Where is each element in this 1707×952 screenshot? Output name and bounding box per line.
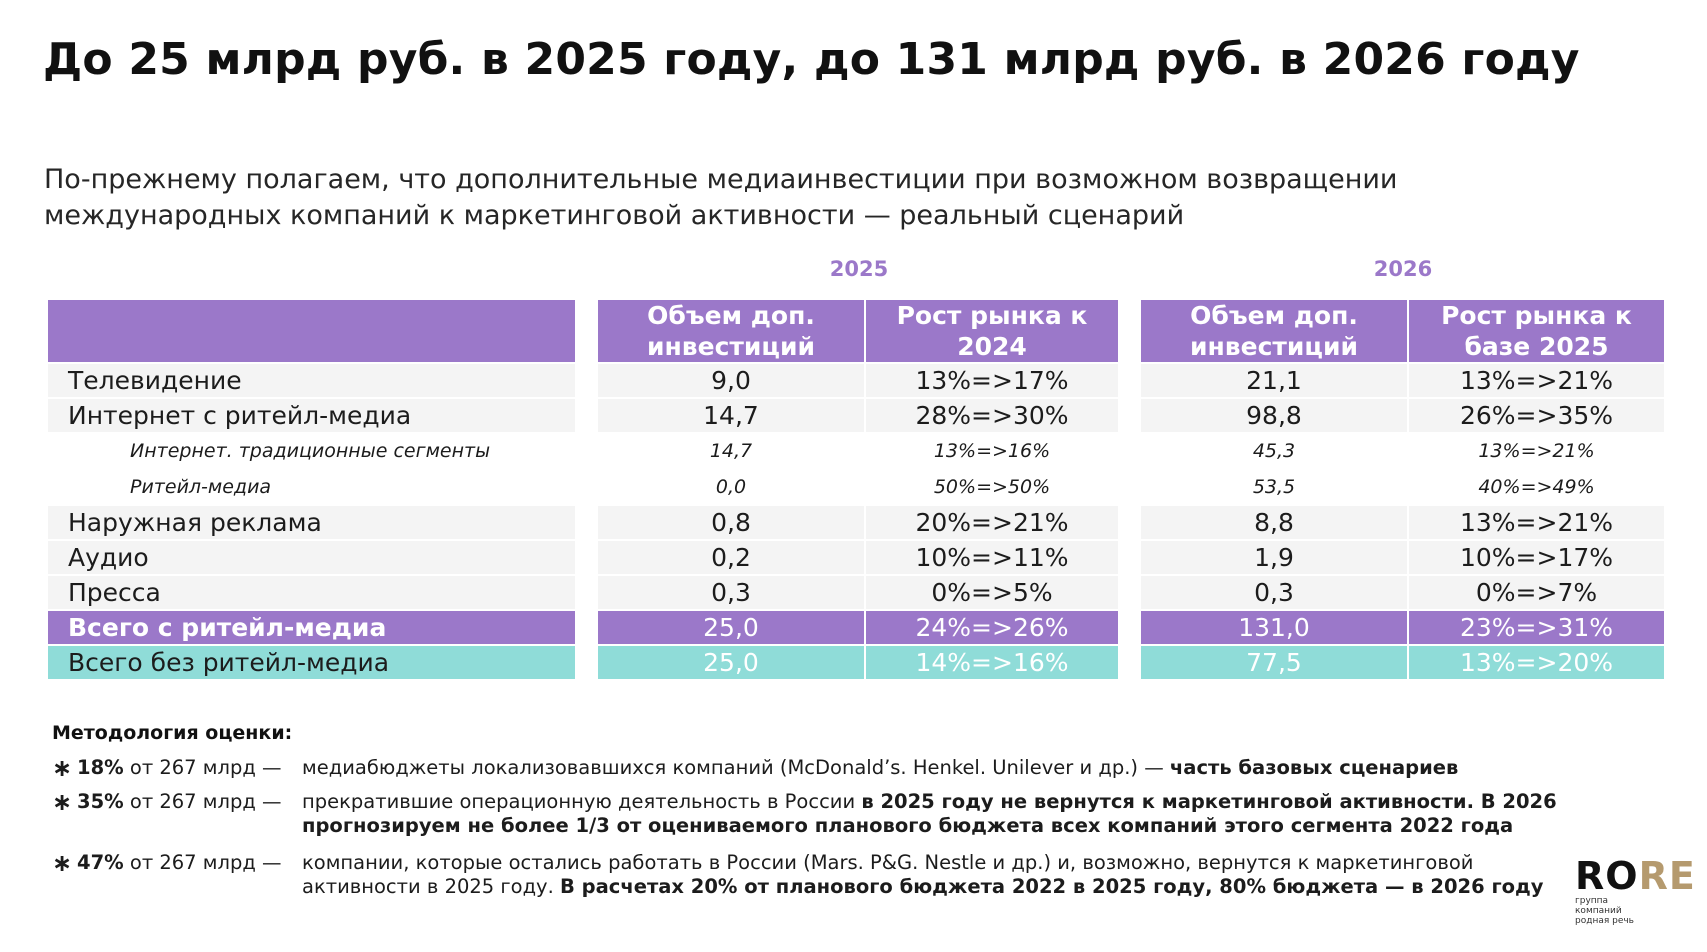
cell-volume-2026: 21,1 [1141, 364, 1407, 397]
cell-growth-2025: 24%=>26% [866, 611, 1118, 644]
year-label-2025: 2025 [829, 257, 889, 281]
header-growth-2025: Рост рынка к 2024 [866, 300, 1118, 362]
asterisk-icon: ∗ [52, 754, 73, 782]
row-label: Телевидение [48, 364, 575, 397]
cell-growth-2025: 13%=>17% [866, 364, 1118, 397]
methodology-description: компании, которые остались работать в России (Mars. P&G. Nestle и др.) и, возможно, вернутся к маркетинговой активности в 2025 году. В расчетах 20% от планового бюджета 2022 в 2025 году, 80% бюджета — в 2026 году [302, 851, 1544, 898]
cell-growth-2025: 0%=>5% [866, 576, 1118, 609]
table-row-press [48, 576, 1664, 609]
page-title: До 25 млрд руб. в 2025 году, до 131 млрд руб. в 2026 году [43, 34, 1580, 85]
row-label: Наружная реклама [48, 506, 575, 539]
cell-volume-2026: 0,3 [1141, 576, 1407, 609]
asterisk-icon: ∗ [52, 788, 73, 816]
header-volume-2025: Объем доп. инвестиций [598, 300, 864, 362]
methodology-description: прекратившие операционную деятельность в России в 2025 году не вернутся к маркетинговой активности. В 2026 прогнозируем не более 1/3 от оцениваемого планового бюджета всех компаний этого сегмента 2022 года [302, 790, 1557, 837]
cell-growth-2025: 10%=>11% [866, 541, 1118, 574]
cell-growth-2026: 26%=>35% [1409, 399, 1664, 432]
row-label: Интернет. традиционные сегменты [48, 434, 575, 468]
table-row-audio [48, 541, 1664, 574]
cell-volume-2025: 25,0 [598, 611, 864, 644]
methodology-share: 35% от 267 млрд — [77, 790, 282, 813]
methodology-share: 47% от 267 млрд — [77, 851, 282, 874]
cell-growth-2026: 0%=>7% [1409, 576, 1664, 609]
cell-volume-2026: 131,0 [1141, 611, 1407, 644]
cell-growth-2025: 14%=>16% [866, 646, 1118, 679]
cell-volume-2026: 1,9 [1141, 541, 1407, 574]
cell-growth-2026: 23%=>31% [1409, 611, 1664, 644]
cell-volume-2026: 77,5 [1141, 646, 1407, 679]
table-row-outdoor [48, 506, 1664, 539]
page-subtitle: По-прежнему полагаем, что дополнительные медиаинвестиции при возможном возвращении международных компаний к маркетинговой активности — реальный сценарий [44, 164, 1398, 231]
methodology-description: медиабюджеты локализовавшихся компаний (McDonald’s. Henkel. Unilever и др.) — часть базовых сценариев [302, 756, 1459, 779]
header-growth-2026: Рост рынка к базе 2025 [1409, 300, 1664, 362]
table-row-internet [48, 399, 1664, 432]
cell-volume-2026: 45,3 [1141, 434, 1407, 468]
cell-volume-2025: 0,8 [598, 506, 864, 539]
methodology-title: Методология оценки: [52, 722, 293, 744]
cell-volume-2025: 25,0 [598, 646, 864, 679]
row-label: Всего без ритейл-медиа [48, 646, 575, 679]
cell-growth-2026: 13%=>20% [1409, 646, 1664, 679]
cell-growth-2026: 13%=>21% [1409, 506, 1664, 539]
methodology-share: 18% от 267 млрд — [77, 756, 282, 779]
cell-growth-2026: 13%=>21% [1409, 434, 1664, 468]
row-label: Интернет с ритейл-медиа [48, 399, 575, 432]
cell-growth-2026: 10%=>17% [1409, 541, 1664, 574]
cell-volume-2026: 8,8 [1141, 506, 1407, 539]
row-label: Ритейл-медиа [48, 470, 575, 504]
cell-volume-2025: 14,7 [598, 434, 864, 468]
table-row-internet-traditional [48, 434, 1664, 468]
cell-growth-2025: 13%=>16% [866, 434, 1118, 468]
cell-volume-2025: 9,0 [598, 364, 864, 397]
forecast-table [48, 300, 1664, 679]
logo-wordmark: RORE [1575, 854, 1696, 898]
cell-volume-2025: 0,3 [598, 576, 864, 609]
cell-volume-2025: 14,7 [598, 399, 864, 432]
asterisk-icon: ∗ [52, 849, 73, 877]
table-row-tv [48, 364, 1664, 397]
cell-volume-2025: 0,0 [598, 470, 864, 504]
cell-growth-2026: 40%=>49% [1409, 470, 1664, 504]
row-label: Пресса [48, 576, 575, 609]
table-row-total-without-retail [48, 646, 1664, 679]
cell-growth-2025: 50%=>50% [866, 470, 1118, 504]
rore-logo [1575, 856, 1700, 926]
row-label: Аудио [48, 541, 575, 574]
table-header-row [48, 300, 1664, 362]
header-volume-2026: Объем доп. инвестиций [1141, 300, 1407, 362]
header-empty-cell [48, 300, 575, 362]
logo-subtitle: группа компаний родная речь [1575, 896, 1634, 926]
cell-growth-2026: 13%=>21% [1409, 364, 1664, 397]
table-row-retail-media [48, 470, 1664, 504]
cell-volume-2026: 53,5 [1141, 470, 1407, 504]
year-label-2026: 2026 [1373, 257, 1433, 281]
cell-volume-2025: 0,2 [598, 541, 864, 574]
cell-growth-2025: 20%=>21% [866, 506, 1118, 539]
row-label: Всего с ритейл-медиа [48, 611, 575, 644]
cell-growth-2025: 28%=>30% [866, 399, 1118, 432]
cell-volume-2026: 98,8 [1141, 399, 1407, 432]
table-row-total-with-retail [48, 611, 1664, 644]
